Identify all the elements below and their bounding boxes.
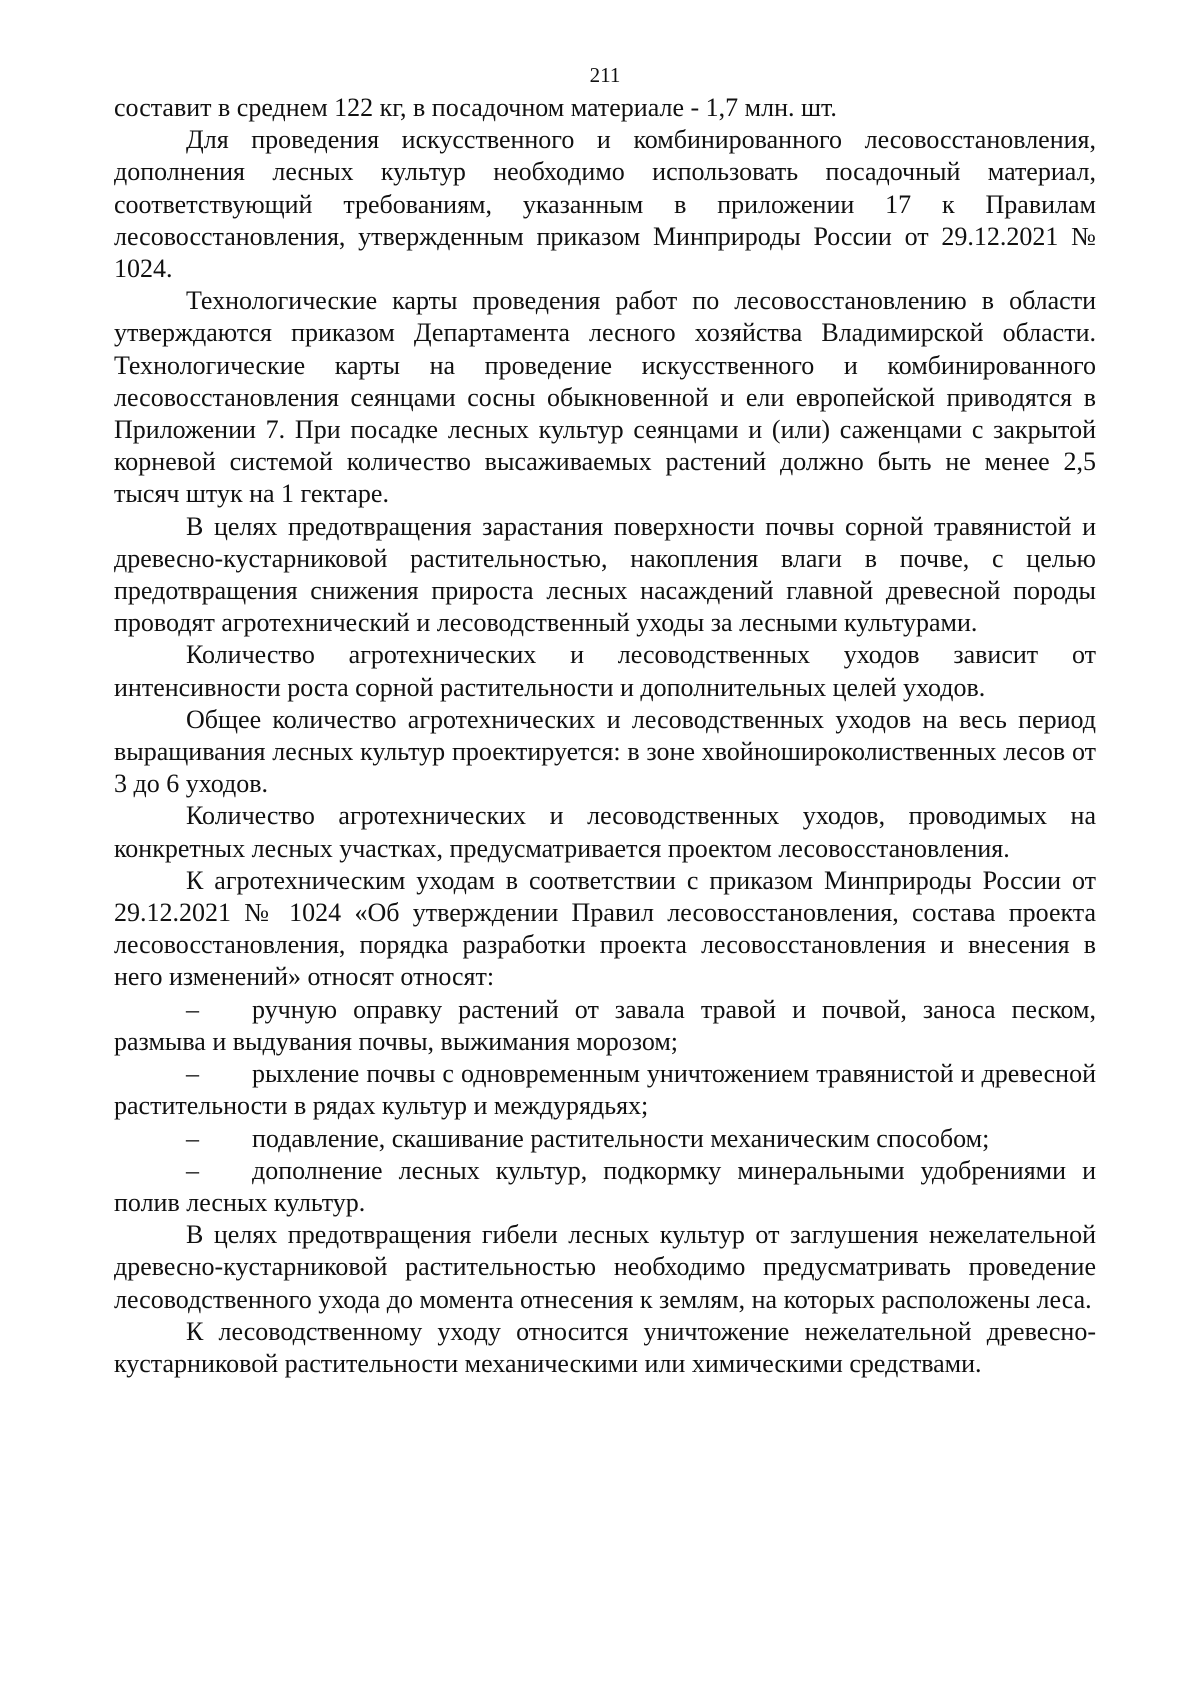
paragraph: Общее количество агротехнических и лесоводственных уходов на весь период выращивания лесных культур проектируется: в зоне хвойношироколиственных лесов от 3 до 6 уходов. (114, 704, 1096, 799)
list-item (114, 994, 1096, 1058)
list-item-text: ручную оправку растений от завала травой и почвой, заноса песком, размыва и выдувания почвы, выжимания морозом; (114, 994, 1096, 1056)
page-number: 211 (589, 63, 621, 87)
list-item-text: дополнение лесных культур, подкормку минеральными удобрениями и полив лесных культур. (114, 1155, 1096, 1217)
dash-marker: – (186, 1123, 199, 1153)
paragraph: Количество агротехнических и лесоводственных уходов, проводимых на конкретных лесных участках, предусматривается проектом лесовосстановления. (114, 801, 1096, 863)
list-item (114, 1123, 1096, 1155)
paragraph: составит в среднем 122 кг, в посадочном материале - 1,7 млн. шт. (114, 93, 837, 122)
dash-marker: – (186, 994, 199, 1024)
paragraph: Технологические карты проведения работ по лесовосстановлению в области утверждаются приказом Департамента лесного хозяйства Владимирской области. Технологические карты на проведение искусственного и комбинированного лесовосстановления сеянцами сосны обыкновенной и ели европейской приводятся в Приложении 7. При посадке лесных культур сеянцами и (или) саженцами с закрытой корневой системой количество высаживаемых растений должно быть не менее 2,5 тысяч штук на 1 гектаре. (114, 286, 1096, 509)
bullet-list (114, 994, 1096, 1219)
paragraph: В целях предотвращения зарастания поверхности почвы сорной травянистой и древесно-кустарниковой растительностью, накопления влаги в почве, с целью предотвращения снижения прироста лесных насаждений главной древесной породы проводят агротехнический и лесоводственный уходы за лесными культурами. (114, 511, 1096, 638)
list-item-text: рыхление почвы с одновременным уничтожением травянистой и древесной растительности в рядах культур и междурядьях; (114, 1059, 1096, 1121)
paragraph: Для проведения искусственного и комбинированного лесовосстановления, дополнения лесных культур необходимо использовать посадочный материал, соответствующий требованиям, указанным в приложении 17 к Правилам лесовосстановления, утвержденным приказом Минприроды России от 29.12.2021 № 1024. (114, 125, 1096, 284)
list-item (114, 1058, 1096, 1122)
paragraph: К агротехническим уходам в соответствии с приказом Минприроды России от 29.12.2021 № 1024 «Об утверждении Правил лесовосстановления, состава проекта лесовосстановления, порядка разработки проекта лесовосстановления и внесения в него изменений» относят относят: (114, 865, 1096, 992)
list-item (114, 1155, 1096, 1219)
list-item-text: подавление, скашивание растительности механическим способом; (252, 1123, 990, 1153)
paragraph: В целях предотвращения гибели лесных культур от заглушения нежелательной древесно-кустарниковой растительностью необходимо предусматривать проведение лесоводственного ухода до момента отнесения к землям, на которых расположены леса. (114, 1220, 1096, 1314)
dash-marker: – (186, 1155, 199, 1185)
paragraph: Количество агротехнических и лесоводственных уходов зависит от интенсивности роста сорной растительности и дополнительных целей уходов. (114, 640, 1096, 702)
dash-marker: – (186, 1059, 199, 1089)
paragraph: К лесоводственному уходу относится уничтожение нежелательной древесно-кустарниковой растительности механическими или химическими средствами. (114, 1316, 1096, 1378)
